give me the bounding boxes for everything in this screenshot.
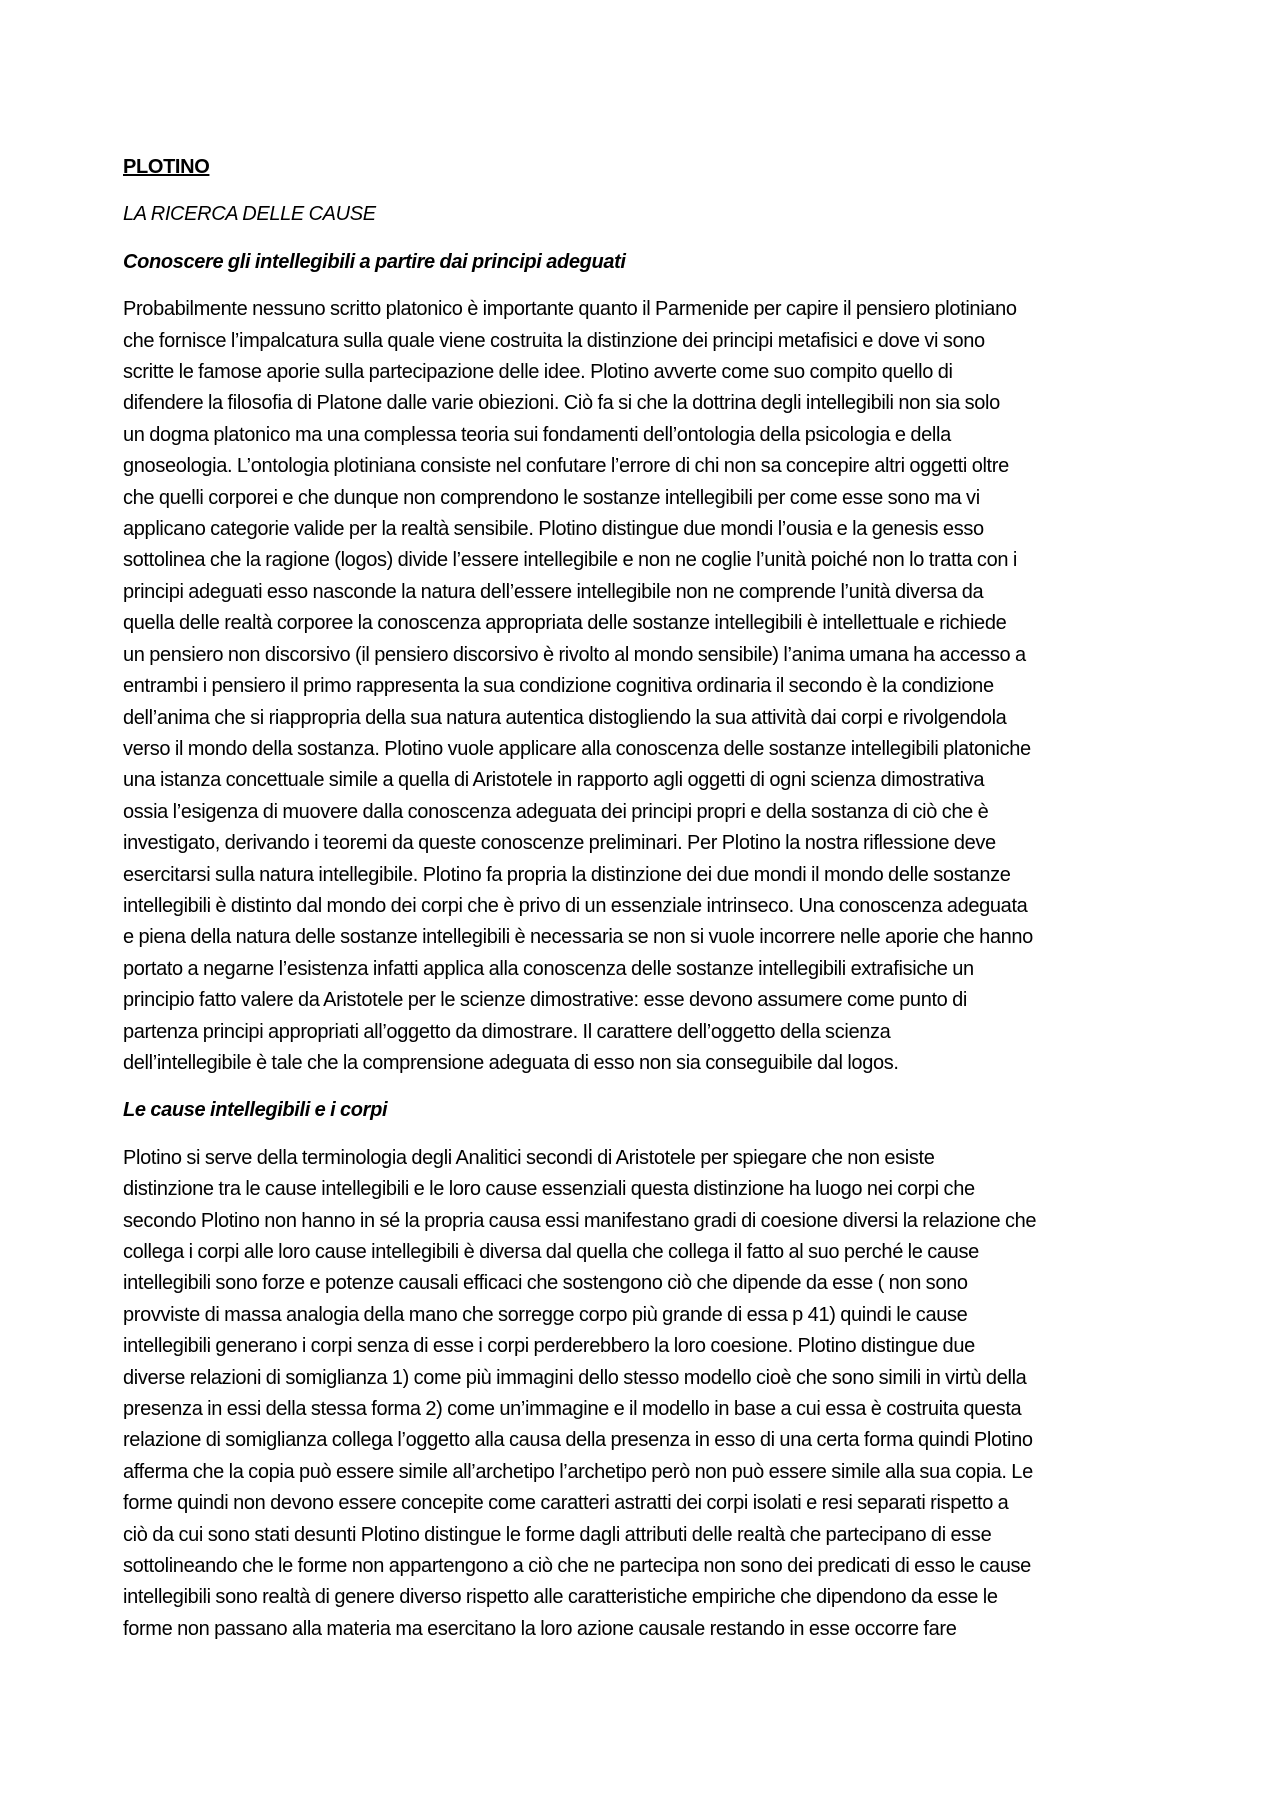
document-title: PLOTINO xyxy=(123,156,210,178)
paragraph-line: un pensiero non discorsivo (il pensiero discorsivo è rivolto al mondo sensibile) l’anima umana ha accesso a xyxy=(123,643,1026,666)
paragraph-line: Probabilmente nessuno scritto platonico è importante quanto il Parmenide per capire il pensiero plotiniano xyxy=(123,298,1017,321)
paragraph-line: Plotino si serve della terminologia degli Analitici secondi di Aristotele per spiegare che non esiste xyxy=(123,1146,935,1169)
paragraph-line: sottolinea che la ragione (logos) divide l’essere intellegibile e non ne coglie l’unità poiché non lo tratta con i xyxy=(123,549,1017,572)
paragraph-line: ossia l’esigenza di muovere dalla conoscenza adeguata dei principi propri e della sostanza di ciò che è xyxy=(123,800,989,823)
paragraph-line: dell’intellegibile è tale che la comprensione adeguata di esso non sia conseguibile dal logos. xyxy=(123,1051,899,1074)
section-paragraph xyxy=(123,1143,1163,1646)
paragraph-line: applicano categorie valide per la realtà sensibile. Plotino distingue due mondi l’ousia e la genesis esso xyxy=(123,518,984,541)
paragraph-line: dell’anima che si riappropria della sua natura autentica distogliendo la sua attività dai corpi e rivolgendola xyxy=(123,706,1007,729)
paragraph-line: verso il mondo della sostanza. Plotino vuole applicare alla conoscenza delle sostanze intellegibili platoniche xyxy=(123,737,1031,760)
paragraph-line: e piena della natura delle sostanze intellegibili è necessaria se non si vuole incorrere nelle aporie che hanno xyxy=(123,926,1033,949)
paragraph-line: diverse relazioni di somiglianza 1) come più immagini dello stesso modello cioè che sono simili in virtù della xyxy=(123,1366,1027,1389)
paragraph-line: che quelli corporei e che dunque non comprendono le sostanze intellegibili per come esse sono ma vi xyxy=(123,486,980,509)
document-subtitle: LA RICERCA DELLE CAUSE xyxy=(123,203,376,226)
paragraph-line: forme non passano alla materia ma esercitano la loro azione causale restando in esse occorre fare xyxy=(123,1617,957,1640)
paragraph-line: forme quindi non devono essere concepite come caratteri astratti dei corpi isolati e resi separati rispetto a xyxy=(123,1492,1009,1515)
paragraph-line: un dogma platonico ma una complessa teoria sui fondamenti dell’ontologia della psicologia e della xyxy=(123,423,951,446)
paragraph-line: investigato, derivando i teoremi da queste conoscenze preliminari. Per Plotino la nostra riflessione deve xyxy=(123,832,996,855)
paragraph-line: difendere la filosofia di Platone dalle varie obiezioni. Ciò fa si che la dottrina degli intellegibili non sia solo xyxy=(123,392,1000,415)
paragraph-line: esercitarsi sulla natura intellegibile. Plotino fa propria la distinzione dei due mondi il mondo delle sostanze xyxy=(123,863,1011,886)
paragraph-line: intellegibili sono realtà di genere diverso rispetto alle caratteristiche empiriche che dipendono da esse le xyxy=(123,1586,998,1609)
paragraph-line: intellegibili generano i corpi senza di esse i corpi perderebbero la loro coesione. Plotino distingue due xyxy=(123,1335,975,1358)
paragraph-line: secondo Plotino non hanno in sé la propria causa essi manifestano gradi di coesione diversi la relazione che xyxy=(123,1209,1037,1232)
document-page xyxy=(123,152,1163,1661)
paragraph-line: entrambi i pensiero il primo rappresenta la sua condizione cognitiva ordinaria il secondo è la condizione xyxy=(123,675,994,698)
paragraph-line: che fornisce l’impalcatura sulla quale viene costruita la distinzione dei principi metafisici e dove vi sono xyxy=(123,329,985,352)
paragraph-line: una istanza concettuale simile a quella di Aristotele in rapporto agli oggetti di ogni scienza dimostrativa xyxy=(123,769,985,792)
paragraph-line: distinzione tra le cause intellegibili e le loro cause essenziali questa distinzione ha luogo nei corpi che xyxy=(123,1178,975,1201)
paragraph-line: provviste di massa analogia della mano che sorregge corpo più grande di essa p 41) quindi le cause xyxy=(123,1303,968,1326)
paragraph-line: principio fatto valere da Aristotele per le scienze dimostrative: esse devono assumere come punto di xyxy=(123,989,968,1012)
paragraph-line: intellegibili sono forze e potenze causali efficaci che sostengono ciò che dipende da esse ( non sono xyxy=(123,1272,968,1295)
paragraph-line: sottolineando che le forme non appartengono a ciò che ne partecipa non sono dei predicati di esso le cause xyxy=(123,1555,1031,1578)
paragraph-line: relazione di somiglianza collega l’oggetto alla causa della presenza in esso di una certa forma quindi Plotino xyxy=(123,1429,1033,1452)
paragraph-line: portato a negarne l’esistenza infatti applica alla conoscenza delle sostanze intellegibili extrafisiche un xyxy=(123,957,974,980)
section xyxy=(123,1095,1163,1645)
paragraph-line: scritte le famose aporie sulla partecipazione delle idee. Plotino avverte come suo compito quello di xyxy=(123,361,953,384)
paragraph-line: presenza in essi della stessa forma 2) come un’immagine e il modello in base a cui essa è costruita questa xyxy=(123,1398,1022,1421)
section-paragraph xyxy=(123,294,1163,1079)
section-heading: Le cause intellegibili e i corpi xyxy=(123,1099,388,1122)
paragraph-line: partenza principi appropriati all’oggetto da dimostrare. Il carattere dell’oggetto della scienza xyxy=(123,1020,891,1043)
paragraph-line: quella delle realtà corporee la conoscenza appropriata delle sostanze intellegibili è intellettuale e richiede xyxy=(123,612,1007,635)
section xyxy=(123,247,1163,1080)
paragraph-line: ciò da cui sono stati desunti Plotino distingue le forme dagli attributi delle realtà che partecipano di esse xyxy=(123,1523,992,1546)
paragraph-line: gnoseologia. L’ontologia plotiniana consiste nel confutare l’errore di chi non sa concepire altri oggetti oltre xyxy=(123,455,1009,478)
paragraph-line: collega i corpi alle loro cause intellegibili è diversa dal quella che collega il fatto al suo perché le cause xyxy=(123,1241,979,1263)
section-heading: Conoscere gli intellegibili a partire dai principi adeguati xyxy=(123,250,626,273)
paragraph-line: principi adeguati esso nasconde la natura dell’essere intellegibile non ne comprende l’unità diversa da xyxy=(123,580,984,603)
paragraph-line: afferma che la copia può essere simile all’archetipo l’archetipo però non può essere simile alla sua copia. Le xyxy=(123,1460,1033,1483)
paragraph-line: intellegibili è distinto dal mondo dei corpi che è privo di un essenziale intrinseco. Una conoscenza adeguata xyxy=(123,894,1028,917)
